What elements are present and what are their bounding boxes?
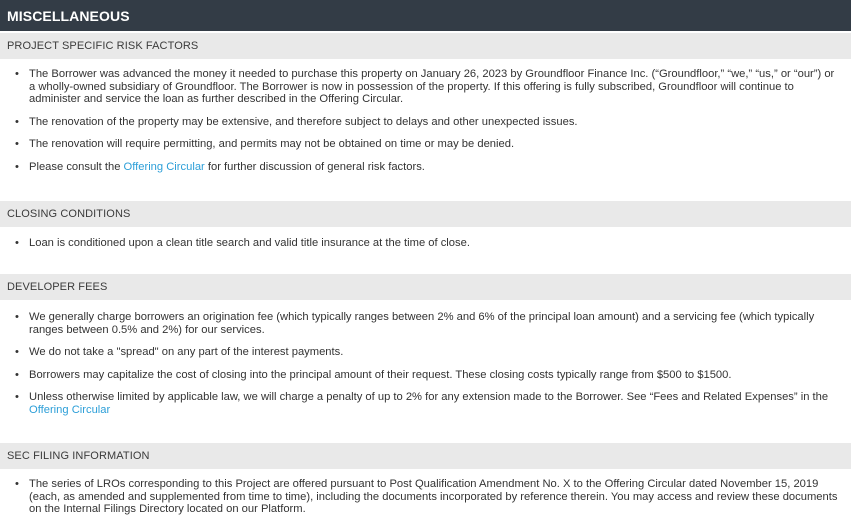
consult-suffix: for further discussion of general risk factors. [204,160,425,173]
page-title: MISCELLANEOUS [0,0,851,31]
list-item [0,161,851,174]
list-item: • The Borrower was advanced the money it needed to purchase this property on January 26, 2023 by Groundfloor Finance Inc. (“Groundfloor,” “we,” “us,” or “our”) or a wholly-owned subsidiary of Groundfloor. The Borrower is now in possession of the property. If this offering is fully subscribed, Groundfloor will continue to administer and service the loan as further described in the Offering Circular. [0,68,851,106]
offering-circular-link[interactable]: Offering Circular [123,160,205,173]
list-item: • We do not take a "spread" on any part of the interest payments. [0,346,851,359]
section-header-sec-filing: SEC FILING INFORMATION [0,443,851,469]
sec-filing-list [0,478,851,516]
consult-prefix: Please consult the [29,160,124,173]
list-item: • The renovation will require permitting, and permits may not be obtained on time or may be denied. [0,138,851,151]
risk-factors-list [0,68,851,174]
offering-circular-link[interactable]: Offering Circular [29,403,111,416]
list-item [0,391,851,416]
list-item: • Borrowers may capitalize the cost of closing into the principal amount of their request. These closing costs typically range from $500 to $1500. [0,369,851,382]
list-item: • Loan is conditioned upon a clean title search and valid title insurance at the time of close. [0,237,851,250]
closing-conditions-list [0,237,851,250]
developer-fees-list [0,311,851,417]
section-header-risk-factors: PROJECT SPECIFIC RISK FACTORS [0,33,851,59]
list-item: • The renovation of the property may be extensive, and therefore subject to delays and other unexpected issues. [0,116,851,129]
list-item: • The series of LROs corresponding to this Project are offered pursuant to Post Qualification Amendment No. X to the Offering Circular dated November 15, 2019 (each, as amended and supplemented from time to time), including the documents incorporated by reference therein. You may access and review these documents on the Internal Filings Directory located on our Platform. [0,478,851,516]
section-header-closing-conditions: CLOSING CONDITIONS [0,201,851,227]
list-item: • We generally charge borrowers an origination fee (which typically ranges between 2% and 6% of the principal loan amount) and a servicing fee (which typically ranges between 0.5% and 2%) for our services. [0,311,851,336]
section-header-developer-fees: DEVELOPER FEES [0,274,851,300]
extension-text: Unless otherwise limited by applicable law, we will charge a penalty of up to 2% for any extension made to the Borrower. See “Fees and Related Expenses” in the [29,391,829,404]
